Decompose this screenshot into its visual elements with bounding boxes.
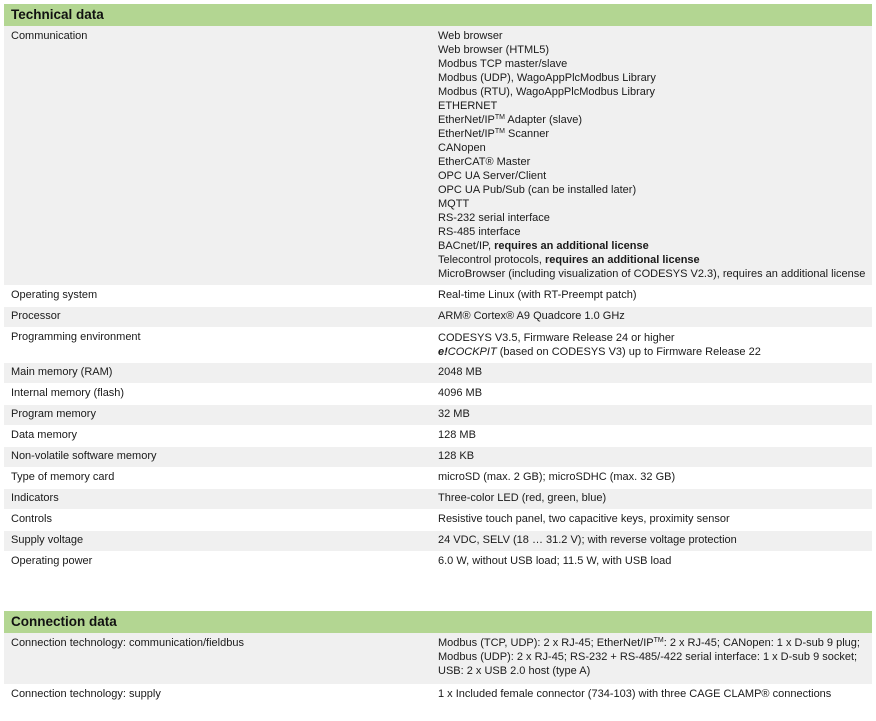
table-row-programming-environment (4, 328, 872, 363)
list-item: MQTT (438, 198, 470, 210)
list-item: ETHERNET (438, 100, 498, 112)
row-value: Modbus (TCP, UDP): 2 x RJ-45; EtherNet/IP™: 2 x RJ-45; CANopen: 1 x D-sub 9 plug; Modbus (UDP): 2 x RJ-45; RS-232 + RS-485/-422 serial interface: 1 x D-sub 9 socket; USB: 2 x USB 2.0 host (type A) (438, 637, 860, 677)
list-item: Telecontrol protocols, requires an additional license (438, 254, 700, 266)
list-item: RS-232 serial interface (438, 212, 550, 224)
list-item: Modbus (RTU), WagoAppPlcModbus Library (438, 86, 656, 98)
row-value: Real-time Linux (with RT-Preempt patch) (438, 289, 637, 301)
row-label: Non-volatile software memory (11, 450, 157, 462)
row-label: Internal memory (flash) (11, 387, 125, 399)
section-title-technical: Technical data (4, 4, 872, 26)
table-row-program-memory (4, 405, 872, 426)
row-value: CODESYS V3.5, Firmware Release 24 or higher e!COCKPIT (based on CODESYS V3) up to Firmware Release 22 (438, 332, 761, 358)
list-item: RS-485 interface (438, 226, 521, 238)
list-item: Modbus TCP master/slave (438, 58, 568, 70)
table-row-operating-system (4, 286, 872, 307)
row-value: Resistive touch panel, two capacitive keys, proximity sensor (438, 513, 730, 525)
row-label: Indicators (11, 492, 59, 504)
row-label: Program memory (11, 408, 96, 420)
row-value: 128 MB (438, 429, 476, 441)
list-item: Modbus (UDP), WagoAppPlcModbus Library (438, 72, 656, 84)
list-item: EtherCAT® Master (438, 156, 531, 168)
communication-list (438, 26, 872, 281)
row-value: 1 x Included female connector (734-103) with three CAGE CLAMP® connections (438, 688, 832, 700)
table-row-processor (4, 307, 872, 328)
table-row-nonvolatile-memory (4, 447, 872, 468)
table-row-controls (4, 510, 872, 531)
list-item: CANopen (438, 142, 486, 154)
connection-data-section (4, 611, 872, 708)
row-value: 2048 MB (438, 366, 483, 378)
table-row-operating-power (4, 552, 872, 573)
row-label: Data memory (11, 429, 78, 441)
list-item: OPC UA Pub/Sub (can be installed later) (438, 184, 637, 196)
row-value: ARM® Cortex® A9 Quadcore 1.0 GHz (438, 310, 625, 322)
row-label: Communication (11, 30, 88, 42)
row-label: Connection technology: communication/fieldbus (11, 637, 244, 649)
row-label: Main memory (RAM) (11, 366, 113, 378)
row-value: 128 KB (438, 450, 475, 462)
list-item: EtherNet/IP™ Adapter (slave) (438, 114, 583, 126)
table-row-indicators (4, 489, 872, 510)
section-title-connection: Connection data (4, 611, 872, 633)
row-label: Connection technology: supply (11, 688, 161, 700)
row-label: Programming environment (11, 331, 141, 343)
list-item: Web browser (438, 30, 503, 42)
row-value: 32 MB (438, 408, 470, 420)
row-label: Type of memory card (11, 471, 115, 483)
row-label: Supply voltage (11, 534, 84, 546)
table-row-connection-fieldbus (4, 633, 872, 685)
table-row-memory-card (4, 468, 872, 489)
row-value: 24 VDC, SELV (18 … 31.2 V); with reverse voltage protection (438, 534, 737, 546)
list-item: MicroBrowser (including visualization of CODESYS V2.3), requires an additional license (438, 268, 866, 280)
table-row-main-memory (4, 363, 872, 384)
list-item: BACnet/IP, requires an additional license (438, 240, 649, 252)
row-label: Operating power (11, 555, 93, 567)
row-value: 4096 MB (438, 387, 483, 399)
list-item: EtherNet/IP™ Scanner (438, 128, 549, 140)
table-row-supply-voltage (4, 531, 872, 552)
row-label: Controls (11, 513, 52, 525)
table-row-internal-memory (4, 384, 872, 405)
technical-data-section (4, 4, 872, 573)
table-row-connection-supply (4, 685, 872, 708)
row-value: Three-color LED (red, green, blue) (438, 492, 607, 504)
row-label: Operating system (11, 289, 98, 301)
table-row-communication (4, 26, 872, 286)
table-row-data-memory (4, 426, 872, 447)
row-value: 6.0 W, without USB load; 11.5 W, with USB load (438, 555, 672, 567)
row-value: microSD (max. 2 GB); microSDHC (max. 32 GB) (438, 471, 676, 483)
row-label: Processor (11, 310, 61, 322)
list-item: Web browser (HTML5) (438, 44, 550, 56)
list-item: OPC UA Server/Client (438, 170, 547, 182)
